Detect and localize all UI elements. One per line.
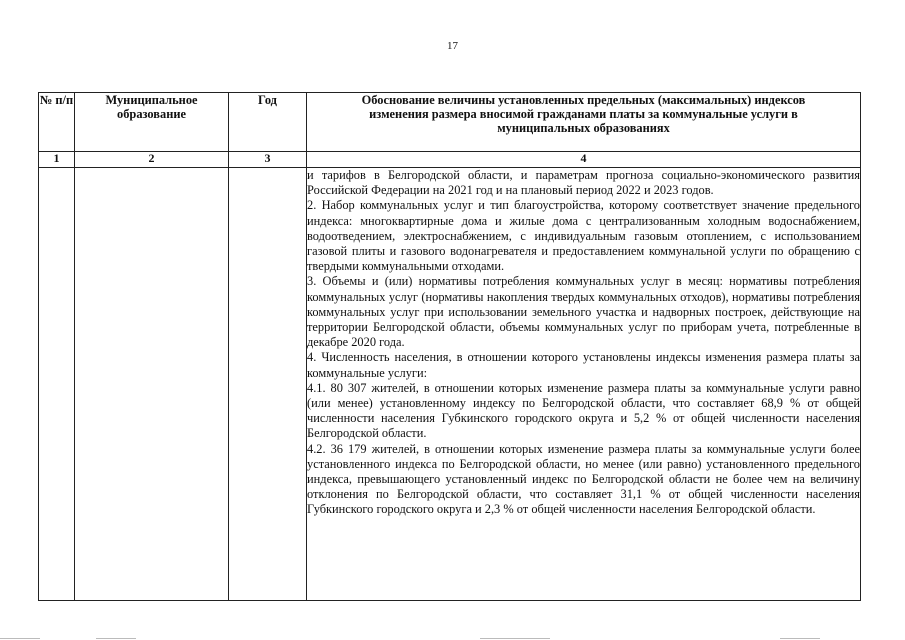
column-number: 4 [307, 152, 861, 168]
scan-artifact-line [96, 638, 136, 639]
column-number: 1 [39, 152, 75, 168]
table-row [39, 168, 861, 601]
paragraph-population-4-2: 4.2. 36 179 жителей, в отношении которых изменение размера платы за коммунальные услуги более установленного индекса по Белгородской области, но менее (или равно) установленного предельного индекса, превышающего установленный индекс по Белгородской области не более чем на величину отклонения по Белгородской области, что составляет 31,1 % от общей численности населения Губкинского городского округа и 2,3 % от общей численности населения Белгородской области. [307, 441, 860, 517]
paragraph-continuation: и тарифов в Белгородской области, и параметрам прогноза социально-экономического развития Российской Федерации на 2021 год и на плановый период 2022 и 2023 годов. [307, 168, 860, 198]
column-number: 3 [229, 152, 307, 168]
justification-table [38, 92, 861, 601]
column-number: 2 [75, 152, 229, 168]
paragraph-utilities-set: 2. Набор коммунальных услуг и тип благоустройства, которому соответствует значение предельного индекса: многоквартирные дома и жилые дома с централизованным холодным водоснабжением, водоотведением, электроснабжением, с индивидуальным газовым отоплением, с использованием газовой плиты и газового водонагревателя и предоставлением коммунальной услуги по обращению с твердыми коммунальными отходами. [307, 198, 860, 274]
header-year: Год [229, 93, 307, 152]
cell-year [229, 168, 307, 601]
header-municipality: Муниципальное образование [75, 93, 229, 152]
column-number-row [39, 152, 861, 168]
scan-artifact-line [0, 638, 40, 639]
page-number: 17 [447, 40, 458, 52]
header-justification: Обоснование величины установленных предельных (максимальных) индексов изменения размера вносимой гражданами платы за коммунальные услуги в муниципальных образованиях [307, 93, 861, 152]
scan-artifact-line [480, 638, 550, 639]
paragraph-population: 4. Численность населения, в отношении которого установлены индексы изменения размера платы за коммунальные услуги: [307, 350, 860, 380]
cell-municipality [75, 168, 229, 601]
cell-row-number [39, 168, 75, 601]
table-header-row [39, 93, 861, 152]
paragraph-population-4-1: 4.1. 80 307 жителей, в отношении которых изменение размера платы за коммунальные услуги равно (или менее) установленному индексу по Белгородской области, что составляет 68,9 % от общей численности населения Губкинского городского округа и 5,2 % от общей численности населения Белгородской области. [307, 380, 860, 441]
paragraph-consumption-norms: 3. Объемы и (или) нормативы потребления коммунальных услуг в месяц: нормативы потребления коммунальных услуг (нормативы накопления твердых коммунальных отходов), нормативы потребления коммунальных услуг при использовании земельного участка и надворных построек, действующие на территории Белгородской области, объемы коммунальных услуг по приборам учета, потребленные в декабре 2020 года. [307, 274, 860, 350]
cell-justification-text [307, 168, 861, 601]
scan-artifact-line [780, 638, 820, 639]
header-row-number: № п/п [39, 93, 75, 152]
